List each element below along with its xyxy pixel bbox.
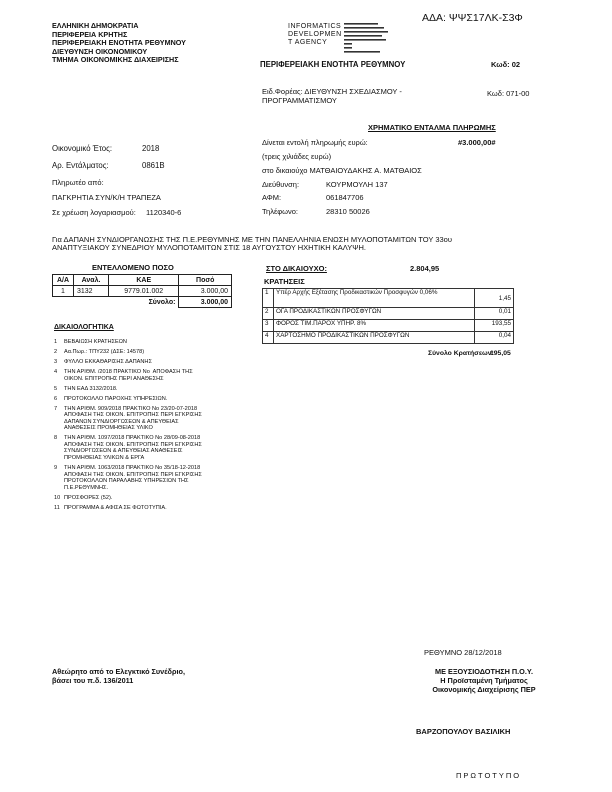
address-value: ΚΟΥΡΜΟΥΛΗ 137 xyxy=(326,180,388,189)
col-amount: Ποσό xyxy=(179,275,232,286)
audit-line: Αθεώρητο από το Ελεγκτικό Συνέδριο, xyxy=(52,667,185,676)
table-row xyxy=(53,286,232,297)
logo-fineprint-graphic xyxy=(344,22,404,54)
doc-no: 4 xyxy=(54,368,58,375)
deduction-value: 193,55 xyxy=(475,320,514,332)
issuer-line: ΠΕΡΙΦΕΡΕΙΑ ΚΡΗΤΗΣ xyxy=(52,29,128,39)
doc-no: 2 xyxy=(54,348,58,355)
table-row xyxy=(263,320,514,332)
fiscal-year-value: 2018 xyxy=(142,144,160,153)
doc-no: 9 xyxy=(54,465,58,472)
informatics-logo xyxy=(288,23,342,47)
list-item xyxy=(54,369,202,382)
account-number: 1120340-6 xyxy=(146,208,182,217)
issuer-header xyxy=(52,22,186,65)
special-body-code: Κωδ: 071-00 xyxy=(487,89,530,98)
doc-text: ΤΗΝ ΑΡΙΘΜ. 909/2018 ΠΡΑΚΤΙΚΟ Νο 23/20-07-2018 ΑΠΟΦΑΣΗ ΤΗΣ ΟΙΚΟΝ. ΕΠΙΤΡΟΠΗΣ ΠΕΡΙ ΕΓΚΡΙΣΗΣ ΔΑΠΑΝΩΝ ΣΥΝΔΙΟΡΓΩΣΕΩΝ & ΑΠΕΥΘΕΙΑΣ ΑΝΑΘΕΣΕΙΣ ΠΡΟΜΗΘΕΙΑΣ ΥΛΙΚΟ xyxy=(64,405,202,432)
list-item xyxy=(54,435,202,461)
place-date: ΡΕΘΥΜΝΟ 28/12/2018 xyxy=(424,648,502,657)
cell-kae: 9779.01.002 xyxy=(109,286,179,297)
phone-label: Τηλέφωνο: xyxy=(262,207,299,216)
signatory-name: ΒΑΡΖΟΠΟΥΛΟΥ ΒΑΣΙΛΙΚΗ xyxy=(416,727,511,736)
doc-text: ΠΡΩΤΟΚΟΛΛΟ ΠΑΡΟΧΗΣ ΥΠΗΡΕΣΙΩΝ. xyxy=(64,395,168,402)
special-body-label: Ειδ.Φορέας: ΔΙΕΥΘΥΝΣΗ ΣΧΕΔΙΑΣΜΟΥ - xyxy=(262,87,402,96)
deduction-no: 1 xyxy=(263,289,274,308)
doc-text: Αα.Πωρ.: ΤΠΥ232 (ΔΣΕ: 14578) xyxy=(64,348,145,355)
deductions-title: ΚΡΑΤΗΣΕΙΣ xyxy=(264,277,305,286)
doc-text: ΤΗΝ ΑΡΙΘΜ. 1097/2018 ΠΡΑΚΤΙΚΟ Νο 28/09-08-2018 ΑΠΟΦΑΣΗ ΤΗΣ ΟΙΚΟΝ. ΕΠΙΤΡΟΠΗΣ ΠΕΡΙ ΕΓΚΡΙΣΗΣ ΣΥΝΔΙΟΡΓΩΣΕΩΝ & ΑΠΕΥΘΕΙΑΣ ΑΝΑΘΕΣΕΙΣ ΠΡΟΜΗΘΕΙΑΣ ΥΛΙΚΩΝ & ΕΡΓΑ xyxy=(64,435,202,462)
order-number-value: 0861Β xyxy=(142,161,165,170)
cell-anal: 3132 xyxy=(74,286,109,297)
col-aa: Α/Α xyxy=(53,275,74,286)
expense-description xyxy=(52,236,452,253)
ordered-total: 3.000,00 xyxy=(179,297,232,308)
audit-line: βάσει του π.δ. 136/2011 xyxy=(52,676,134,685)
doc-text: ΤΗΝ ΕΑΔ 3132/2018. xyxy=(64,385,118,392)
logo-line: INFORMATICS xyxy=(288,23,342,30)
authority-block xyxy=(402,667,566,694)
list-item xyxy=(54,406,202,432)
order-amount: #3.000,00# xyxy=(458,138,496,147)
list-item xyxy=(54,359,202,366)
address-label: Διεύθυνση: xyxy=(262,180,300,189)
ada-code: ΑΔΑ: ΨΨΣ17ΛΚ-Σ3Φ xyxy=(422,12,523,24)
unit-code: Κωδ: 02 xyxy=(491,60,521,69)
authority-line: Οικονομικής Διαχείρισης ΠΕΡ xyxy=(432,685,536,694)
supporting-docs-title: ΔΙΚΑΙΟΛΟΓΗΤΙΚΑ xyxy=(54,324,114,331)
issuer-line: ΠΕΡΙΦΕΡΕΙΑΚΗ ΕΝΟΤΗΤΑ ΡΕΘΥΜΝΟΥ xyxy=(52,38,186,48)
deductions-total: 195,05 xyxy=(490,350,511,357)
order-amount-words: (τρεις χιλιάδες ευρώ) xyxy=(262,152,332,161)
doc-no: 1 xyxy=(54,339,58,345)
deduction-text: ΧΑΡΤΟΣΗΜΟ ΠΡΟΔΙΚΑΣΤΙΚΩΝ ΠΡΟΣΦΥΓΩΝ xyxy=(274,332,475,344)
deduction-no: 3 xyxy=(263,320,274,332)
bank-name: ΠΑΓΚΡΗΤΙΑ ΣΥΝ/Κ/Η ΤΡΑΠΕΖΑ xyxy=(52,193,161,202)
list-item xyxy=(54,396,202,403)
deductions-total-label: Σύνολο Κρατήσεων: xyxy=(428,350,494,357)
description-line: Για ΔΑΠΑΝΗ ΣΥΝΔΙΟΡΓΑΝΩΣΗΣ ΤΗΣ Π.Ε.ΡΕΘΥΜΝΗΣ ΜΕ ΤΗΝ ΠΑΝΕΛΛΗΝΙΑ ΕΝΩΣΗ ΜΥΛΟΠΟΤΑΜΙΤΩΝ ΤΟΥ 33ου xyxy=(52,235,452,244)
deduction-value: 0,01 xyxy=(475,308,514,320)
account-label: Σε χρέωση λογαριασμού: xyxy=(52,208,136,217)
doc-text: ΠΡΟΣΦΟΡΕΣ (52). xyxy=(64,494,113,501)
doc-no: 5 xyxy=(54,385,58,392)
issuer-line: ΕΛΛΗΝΙΚΗ ΔΗΜΟΚΡΑΤΙΑ xyxy=(52,21,139,30)
doc-text: ΒΕΒΑΙΩΣΗ ΚΡΑΤΗΣΕΩΝ xyxy=(64,339,127,345)
unit-title: ΠΕΡΙΦΕΡΕΙΑΚΗ ΕΝΟΤΗΤΑ ΡΕΘΥΜΝΟΥ xyxy=(260,60,406,69)
list-item xyxy=(54,349,202,356)
doc-no: 11 xyxy=(54,504,60,511)
deduction-text: ΟΓΑ ΠΡΟΔΙΚΑΣΤΙΚΩΝ ΠΡΟΣΦΥΓΩΝ xyxy=(274,308,475,320)
doc-text: ΤΗΝ ΑΡΙΘΜ. /2018 ΠΡΑΚΤΙΚΟ Νο ΑΠΟΦΑΣΗ ΤΗΣ ΟΙΚΟΝ. ΕΠΙΤΡΟΠΗΣ ΠΕΡΙ ΑΝΑΘΕΣΗΣ xyxy=(64,368,193,382)
net-amount-value: 2.804,95 xyxy=(410,264,440,273)
cell-aa: 1 xyxy=(53,286,74,297)
table-row xyxy=(263,332,514,344)
original-stamp: ΠΡΩΤΟΤΥΠΟ xyxy=(456,771,522,780)
order-give-label: Δίνεται εντολή πληρωμής ευρώ: xyxy=(262,138,368,147)
doc-no: 6 xyxy=(54,395,58,402)
paid-from-label: Πληρωτέο από: xyxy=(52,178,104,187)
list-item xyxy=(54,339,202,346)
supporting-docs-list xyxy=(54,339,202,515)
doc-text: ΦΥΛΛΟ ΕΚΚΑΘΑΡΙΣΗΣ ΔΑΠΑΝΗΣ xyxy=(64,358,152,365)
doc-no: 3 xyxy=(54,358,58,365)
list-item xyxy=(54,465,202,491)
afm-label: ΑΦΜ: xyxy=(262,193,282,202)
deduction-no: 4 xyxy=(263,332,274,344)
ordered-total-label: Σύνολο: xyxy=(148,298,176,306)
order-beneficiary: στο δικαιούχο ΜΑΤΘΑΙΟΥΔΑΚΗΣ Α. ΜΑΤΘΑΙΟΣ xyxy=(262,166,422,175)
deduction-value: 1,45 xyxy=(475,289,514,308)
deduction-text: Υπέρ Αρχής Εξέτασης Προδικαστικών Προσφυγών 0,06% xyxy=(274,289,475,308)
list-item xyxy=(54,386,202,393)
doc-text: ΤΗΝ ΑΡΙΘΜ. 1063/2018 ΠΡΑΚΤΙΚΟ Νο 35/18-12-2018 ΑΠΟΦΑΣΗ ΤΗΣ ΟΙΚΟΝ. ΕΠΙΤΡΟΠΗΣ ΠΕΡΙ ΕΓΚΡΙΣΗΣ ΠΡΩΤΟΚΟΛΛΩΝ ΠΑΡΑΛΑΒΗΣ ΥΠΗΡΕΣΙΩΝ ΤΗΣ Π.Ε.ΡΕΘΥΜΝΗΣ. xyxy=(64,465,202,491)
net-amount-label: ΣΤΟ ΔΙΚΑΙΟΥΧΟ: xyxy=(266,264,327,273)
special-body-label-cont: ΠΡΟΓΡΑΜΜΑΤΙΣΜΟΥ xyxy=(262,96,337,105)
col-anal: Αναλ. xyxy=(74,275,109,286)
doc-no: 8 xyxy=(54,435,58,442)
authority-line: ΜΕ ΕΞΟΥΣΙΟΔΟΤΗΣΗ Π.Ο.Υ. xyxy=(435,667,533,676)
col-kae: ΚΑΕ xyxy=(109,275,179,286)
authority-line: Η Προϊσταμένη Τμήματος xyxy=(440,676,528,685)
table-row xyxy=(263,289,514,308)
phone-value: 28310 50026 xyxy=(326,207,370,216)
doc-no: 7 xyxy=(54,405,58,412)
afm-value: 061847706 xyxy=(326,193,364,202)
issuer-line: ΔΙΕΥΘΥΝΣΗ ΟΙΚΟΝΟΜΙΚΟΥ xyxy=(52,46,148,56)
logo-line: DEVELOPMEN xyxy=(288,31,342,38)
order-title: ΧΡΗΜΑΤΙΚΟ ΕΝΤΑΛΜΑ ΠΛΗΡΩΜΗΣ xyxy=(368,123,496,132)
table-row xyxy=(263,308,514,320)
order-number-label: Αρ. Εντάλματος: xyxy=(52,161,109,170)
fiscal-year-label: Οικονομικό Έτος: xyxy=(52,144,113,153)
list-item xyxy=(54,505,202,512)
audit-note xyxy=(52,667,185,685)
cell-amount: 3.000,00 xyxy=(179,286,232,297)
description-line: ΑΝΑΠΤΥΞΙΑΚΟΥ ΣΥΝΕΔΡΙΟΥ ΜΥΛΟΠΟΤΑΜΙΤΩΝ ΣΤΙΣ 18 ΑΥΓΟΥΣΤΟΥ ΗΧΗΤΙΚΗ ΚΑΛΥΨΗ. xyxy=(52,243,366,253)
ordered-amount-table xyxy=(52,274,232,308)
deduction-value: 0,04 xyxy=(475,332,514,344)
doc-text: ΠΡΟΓΡΑΜΜΑ & ΑΦΙΣΑ ΣΕ ΦΩΤΟΤΥΠΙΑ. xyxy=(64,504,167,511)
deduction-no: 2 xyxy=(263,308,274,320)
deductions-table xyxy=(262,288,514,344)
deduction-text: ΦΟΡΟΣ ΤΙΜ.ΠΑΡΟΧ ΥΠΗΡ. 8% xyxy=(274,320,475,332)
special-body xyxy=(262,87,402,105)
issuer-line: ΤΜΗΜΑ ΟΙΚΟΝΟΜΙΚΗΣ ΔΙΑΧΕΙΡΙΣΗΣ xyxy=(52,55,179,65)
doc-no: 10 xyxy=(54,494,61,501)
list-item xyxy=(54,495,202,502)
logo-line: T AGENCY xyxy=(288,39,328,46)
ordered-amount-title: ΕΝΤΕΛΛΟΜΕΝΟ ΠΟΣΟ xyxy=(92,263,174,272)
